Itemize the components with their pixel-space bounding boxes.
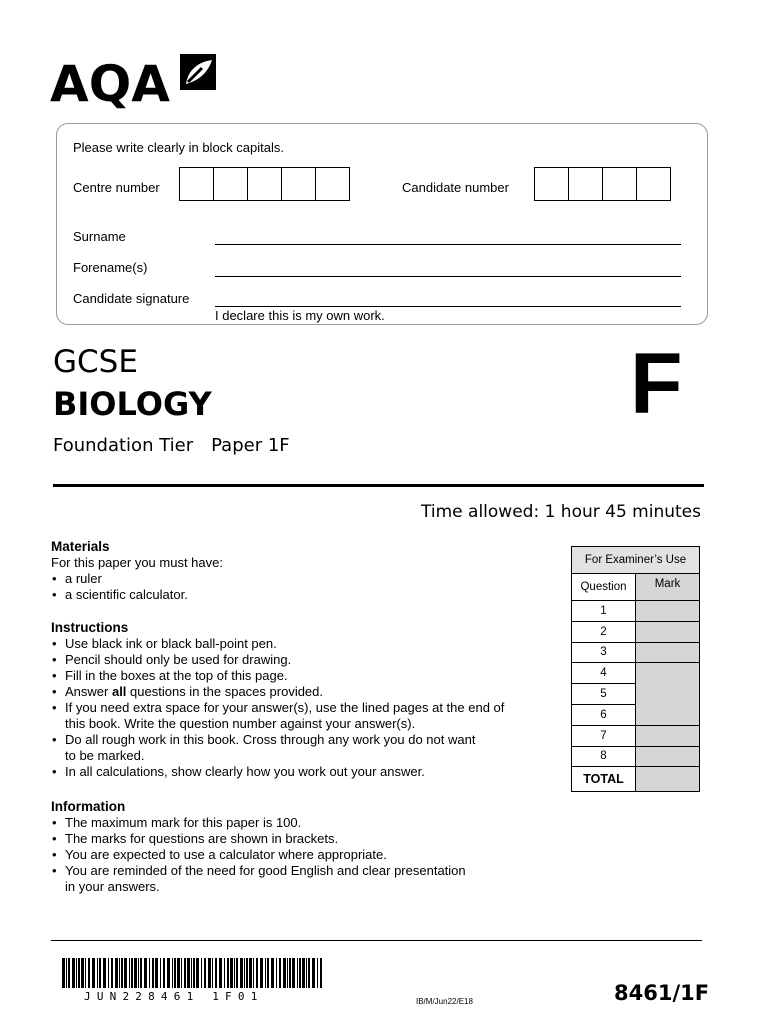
answer-all-before: Answer <box>65 684 112 699</box>
centre-digit-box[interactable] <box>179 167 214 201</box>
barcode-bar <box>208 958 211 988</box>
barcode-bar <box>172 958 173 988</box>
barcode-bar <box>163 958 165 988</box>
question-number: 8 <box>572 746 636 767</box>
barcode-bar <box>97 958 98 988</box>
list-item-line: to be marked. <box>65 748 145 763</box>
barcode-bar <box>244 958 245 988</box>
barcode-text: JUN228461 1F01 <box>84 990 264 1003</box>
barcode-bar <box>201 958 202 988</box>
answer-all-emphasis: all <box>111 684 127 699</box>
barcode-bar <box>66 958 67 988</box>
list-item <box>51 684 551 700</box>
barcode-bar <box>299 958 301 988</box>
instructions-section <box>51 620 551 780</box>
aqa-logo <box>50 52 220 114</box>
forename-label: Forename(s) <box>73 260 148 275</box>
barcode-bar <box>187 958 190 988</box>
examiner-table-title: For Examiner’s Use <box>572 547 700 574</box>
barcode-bar <box>184 958 186 988</box>
tier-letter: F <box>630 336 683 432</box>
centre-number-label: Centre number <box>73 180 160 195</box>
list-item: • Pencil should only be used for drawing. <box>51 652 551 668</box>
surname-line[interactable] <box>215 244 681 245</box>
candidate-details-box <box>56 123 708 325</box>
barcode-bar <box>174 958 176 988</box>
barcode-bar <box>129 958 130 988</box>
barcode-bar <box>191 958 192 988</box>
information-heading: Information <box>51 799 126 814</box>
barcode-bar <box>292 958 295 988</box>
barcode-bar <box>99 958 101 988</box>
reference-code: IB/M/Jun22/E18 <box>416 997 473 1006</box>
list-item: • Fill in the boxes at the top of this page. <box>51 668 551 684</box>
list-item: • You are expected to use a calculator where appropriate. <box>51 847 531 863</box>
candidate-digit-box[interactable] <box>636 167 671 201</box>
barcode-bar <box>246 958 248 988</box>
barcode-bar <box>119 958 120 988</box>
barcode-bar <box>249 958 252 988</box>
barcode-bar <box>177 958 180 988</box>
barcode-bar <box>267 958 269 988</box>
barcode-bar <box>204 958 206 988</box>
logo-text: AQA <box>50 55 170 113</box>
barcode-bar <box>287 958 288 988</box>
instructions-heading: Instructions <box>51 620 129 635</box>
barcode-bar <box>115 958 118 988</box>
barcode-bar <box>297 958 298 988</box>
mark-cell <box>636 642 700 663</box>
barcode-bar <box>312 958 315 988</box>
block-capitals-instruction: Please write clearly in block capitals. <box>73 140 284 155</box>
answer-all-after: questions in the spaces provided. <box>126 684 324 699</box>
barcode-bar <box>302 958 305 988</box>
candidate-digit-box[interactable] <box>534 167 569 201</box>
barcode-bar <box>72 958 75 988</box>
barcode-bar <box>62 958 65 988</box>
question-number: 6 <box>572 704 636 725</box>
barcode-bar <box>76 958 77 988</box>
barcode-bar <box>256 958 258 988</box>
barcode-bar <box>108 958 109 988</box>
list-item: • The marks for questions are shown in brackets. <box>51 831 531 847</box>
footer-divider <box>51 940 702 941</box>
barcode-bar <box>85 958 86 988</box>
barcode-bar <box>134 958 137 988</box>
barcode-bar <box>68 958 70 988</box>
information-list <box>51 815 531 895</box>
list-item-line: Do all rough work in this book. Cross through any work you do not want <box>65 732 476 747</box>
barcode-bar <box>224 958 225 988</box>
barcode-bar <box>167 958 170 988</box>
instructions-list <box>51 636 551 780</box>
barcode-bar <box>215 958 217 988</box>
candidate-digit-box[interactable] <box>602 167 637 201</box>
barcode-bar <box>140 958 142 988</box>
barcode-bar <box>320 958 322 988</box>
barcode-icon <box>62 958 324 988</box>
qualification-title: GCSE <box>53 344 138 380</box>
question-number: 2 <box>572 621 636 642</box>
barcode-bar <box>283 958 286 988</box>
list-item: • a scientific calculator. <box>51 587 471 603</box>
barcode-bar <box>306 958 307 988</box>
barcode-bar <box>111 958 113 988</box>
barcode-bar <box>271 958 274 988</box>
barcode-bar <box>279 958 281 988</box>
barcode-bar <box>260 958 263 988</box>
barcode-bar <box>230 958 233 988</box>
barcode-bar <box>131 958 133 988</box>
barcode-bar <box>234 958 235 988</box>
barcode-bar <box>193 958 195 988</box>
barcode-bar <box>317 958 318 988</box>
barcode-bar <box>88 958 90 988</box>
list-item-line: If you need extra space for your answer(s), use the lined pages at the end of <box>65 700 505 715</box>
barcode-bar <box>78 958 80 988</box>
list-item <box>51 732 551 764</box>
mark-cell <box>636 725 700 746</box>
barcode-bar <box>181 958 182 988</box>
list-item: • The maximum mark for this paper is 100. <box>51 815 531 831</box>
time-allowed: Time allowed: 1 hour 45 minutes <box>421 502 701 522</box>
list-item <box>51 700 551 732</box>
materials-heading: Materials <box>51 539 110 554</box>
question-column-header: Question <box>572 574 636 601</box>
barcode-bar <box>240 958 243 988</box>
paper-code: 8461/1F <box>614 981 710 1005</box>
barcode-bar <box>212 958 213 988</box>
signature-label: Candidate signature <box>73 291 190 306</box>
paper-label: Paper 1F <box>211 435 290 456</box>
total-label: TOTAL <box>572 767 636 792</box>
mark-cell <box>636 621 700 642</box>
materials-intro: For this paper you must have: <box>51 555 223 570</box>
centre-number-boxes <box>179 167 350 201</box>
surname-label: Surname <box>73 229 126 244</box>
barcode-bar <box>236 958 238 988</box>
barcode-bar <box>308 958 310 988</box>
leaf-icon <box>180 54 216 90</box>
mark-cell <box>636 601 700 622</box>
materials-list <box>51 571 471 603</box>
barcode-bar <box>160 958 161 988</box>
signature-line[interactable] <box>215 306 681 307</box>
question-number: 4 <box>572 663 636 684</box>
question-number: 7 <box>572 725 636 746</box>
barcode-bar <box>149 958 150 988</box>
barcode-bar <box>227 958 229 988</box>
mark-column-header: Mark <box>636 574 700 601</box>
question-number: 1 <box>572 601 636 622</box>
tier-label: Foundation Tier <box>53 435 194 456</box>
barcode-bar <box>103 958 106 988</box>
barcode-bar <box>196 958 199 988</box>
header-divider <box>53 484 704 487</box>
list-item-line: You are reminded of the need for good English and clear presentation <box>65 863 466 878</box>
list-item-line: in your answers. <box>65 879 160 894</box>
barcode-bar <box>92 958 95 988</box>
candidate-digit-box[interactable] <box>568 167 603 201</box>
centre-digit-box[interactable] <box>247 167 282 201</box>
mark-cell <box>636 663 700 725</box>
barcode-bar <box>289 958 291 988</box>
question-number: 3 <box>572 642 636 663</box>
barcode-bar <box>121 958 123 988</box>
candidate-number-label: Candidate number <box>402 180 509 195</box>
centre-digit-box[interactable] <box>213 167 248 201</box>
barcode-bar <box>81 958 84 988</box>
materials-section <box>51 539 471 603</box>
centre-digit-box[interactable] <box>315 167 350 201</box>
tier-paper-line <box>53 435 290 456</box>
question-number: 5 <box>572 684 636 705</box>
mark-cell <box>636 746 700 767</box>
list-item: • In all calculations, show clearly how you work out your answer. <box>51 764 551 780</box>
total-mark-cell <box>636 767 700 792</box>
examiner-use-table <box>571 546 700 792</box>
barcode-bar <box>253 958 254 988</box>
barcode-bar <box>265 958 266 988</box>
barcode-bar <box>155 958 158 988</box>
list-item: • Use black ink or black ball-point pen. <box>51 636 551 652</box>
centre-digit-box[interactable] <box>281 167 316 201</box>
list-item-line: this book. Write the question number against your answer(s). <box>65 716 416 731</box>
list-item: • a ruler <box>51 571 471 587</box>
information-section <box>51 799 531 895</box>
barcode-bar <box>144 958 147 988</box>
barcode-bar <box>219 958 222 988</box>
barcode-bar <box>138 958 139 988</box>
barcode-bar <box>276 958 277 988</box>
candidate-number-boxes <box>534 167 671 201</box>
subject-title: BIOLOGY <box>53 385 212 423</box>
declaration-text: I declare this is my own work. <box>215 308 385 323</box>
list-item <box>51 863 531 895</box>
barcode-bar <box>152 958 154 988</box>
forename-line[interactable] <box>215 276 681 277</box>
barcode-bar <box>124 958 127 988</box>
